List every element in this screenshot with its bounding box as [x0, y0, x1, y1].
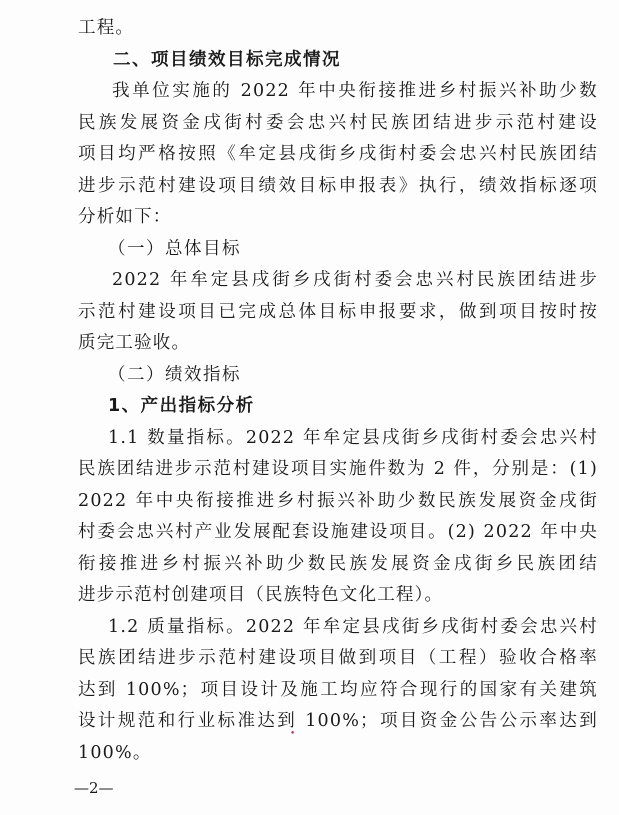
paragraph-line: 1.2 质量指标。2022 年牟定县戌街乡戌街村委会忠兴村 — [108, 616, 598, 637]
section-heading: 二、项目绩效目标完成情况 — [113, 49, 341, 70]
paragraph-line: 1.1 数量指标。2022 年牟定县戌街乡戌街村委会忠兴村 — [108, 427, 598, 448]
paragraph-line: 项目均严格按照《牟定县戌街乡戌街村委会忠兴村民族团结 — [78, 144, 598, 164]
subsection-heading: （一）总体目标 — [108, 238, 241, 259]
subsection-heading: 1、产出指标分析 — [108, 396, 255, 416]
paragraph-line: 分析如下： — [78, 207, 172, 227]
paragraph-line: 进步示范村建设项目绩效目标申报表》执行，绩效指标逐项 — [78, 175, 598, 196]
paragraph-line: 村委会忠兴村产业发展配套设施建设项目。(2) 2022 年中央 — [78, 522, 598, 542]
paragraph-line: 质完工验收。 — [78, 333, 191, 353]
paragraph-line: 民族发展资金戌街村委会忠兴村民族团结进步示范村建设 — [78, 112, 598, 133]
paragraph-line: 我单位实施的 2022 年中央衔接推进乡村振兴补助少数 — [112, 81, 598, 101]
paragraph-line: 2022 年中央衔接推进乡村振兴补助少数民族发展资金戌街 — [78, 490, 598, 511]
red-ink-dot-mark: • — [290, 729, 296, 739]
paragraph-line: 达到 100%；项目设计及施工均应符合现行的国家有关建筑 — [78, 679, 598, 700]
page-number: —2— — [74, 779, 114, 797]
paragraph-line: 衔接推进乡村振兴补助少数民族发展资金戌街乡民族团结 — [78, 553, 598, 574]
paragraph-line: 100%。 — [78, 742, 152, 763]
paragraph-line: 进步示范村创建项目（民族特色文化工程）。 — [78, 585, 444, 605]
paragraph-line: 设计规范和行业标准达到 100%；项目资金公告公示率达到 — [78, 711, 598, 731]
text-line: 工程。 — [78, 18, 135, 38]
paragraph-line: 2022 年牟定县戌街乡戌街村委会忠兴村民族团结进步 — [112, 270, 598, 290]
subsection-heading: （二）绩效指标 — [108, 364, 241, 385]
paragraph-line: 民族团结进步示范村建设项目实施件数为 2 件，分别是：(1) — [78, 459, 598, 479]
paragraph-line: 示范村建设项目已完成总体目标申报要求，做到项目按时按 — [78, 301, 598, 322]
paragraph-line: 民族团结进步示范村建设项目做到项目（工程）验收合格率 — [78, 648, 598, 668]
